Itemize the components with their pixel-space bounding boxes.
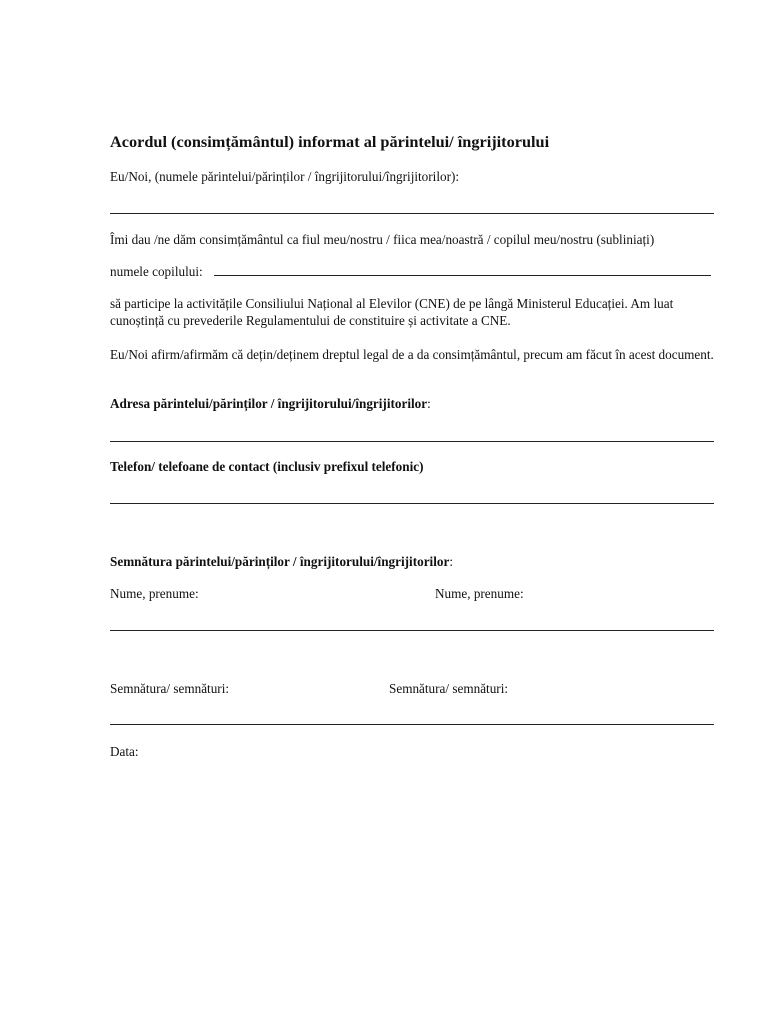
affirmation-paragraph: Eu/Noi afirm/afirmăm că dețin/deținem dreptul legal de a da consimțământul, precum am făcut în acest document. [110,347,714,362]
address-colon: : [427,396,431,411]
names-line[interactable] [110,630,714,631]
phone-line[interactable] [110,503,714,504]
address-line[interactable] [110,441,714,442]
signature-colon: : [449,554,453,569]
signature-label: Semnătura părintelui/părinților / îngrijitorului/îngrijitorilor [110,554,450,569]
phone-label: Telefon/ telefoane de contact (inclusiv prefixul telefonic) [110,459,424,474]
child-name-label: numele copilului: [110,264,203,279]
signatures-line[interactable] [110,724,714,725]
date-label: Data: [110,744,139,759]
name-label-2: Nume, prenume: [435,586,524,601]
child-name-line[interactable] [214,275,711,276]
address-heading [110,395,431,412]
parent-names-line[interactable] [110,213,714,214]
signature-heading [110,553,453,570]
address-label: Adresa părintelui/părinților / îngrijitorului/îngrijitorilor [110,396,428,411]
document-title: Acordul (consimțământul) informat al părintelui/ îngrijitorului [110,132,550,151]
name-label-1: Nume, prenume: [110,586,199,601]
consent-statement: Îmi dau /ne dăm consimțământul ca fiul meu/nostru / fiica mea/noastră / copilul meu/nostru (subliniați) [110,232,655,247]
signature-label-1: Semnătura/ semnături: [110,681,230,696]
signature-label-2: Semnătura/ semnături: [389,681,509,696]
participation-paragraph: să participe la activitățile Consiliului Național al Elevilor (CNE) de pe lângă Ministerul Educației. Am luat cunoștință cu prevederile Regulamentului de constituire și activitate a CNE. [110,296,674,328]
parent-names-label: Eu/Noi, (numele părintelui/părinților / îngrijitorului/îngrijitorilor): [110,169,460,184]
